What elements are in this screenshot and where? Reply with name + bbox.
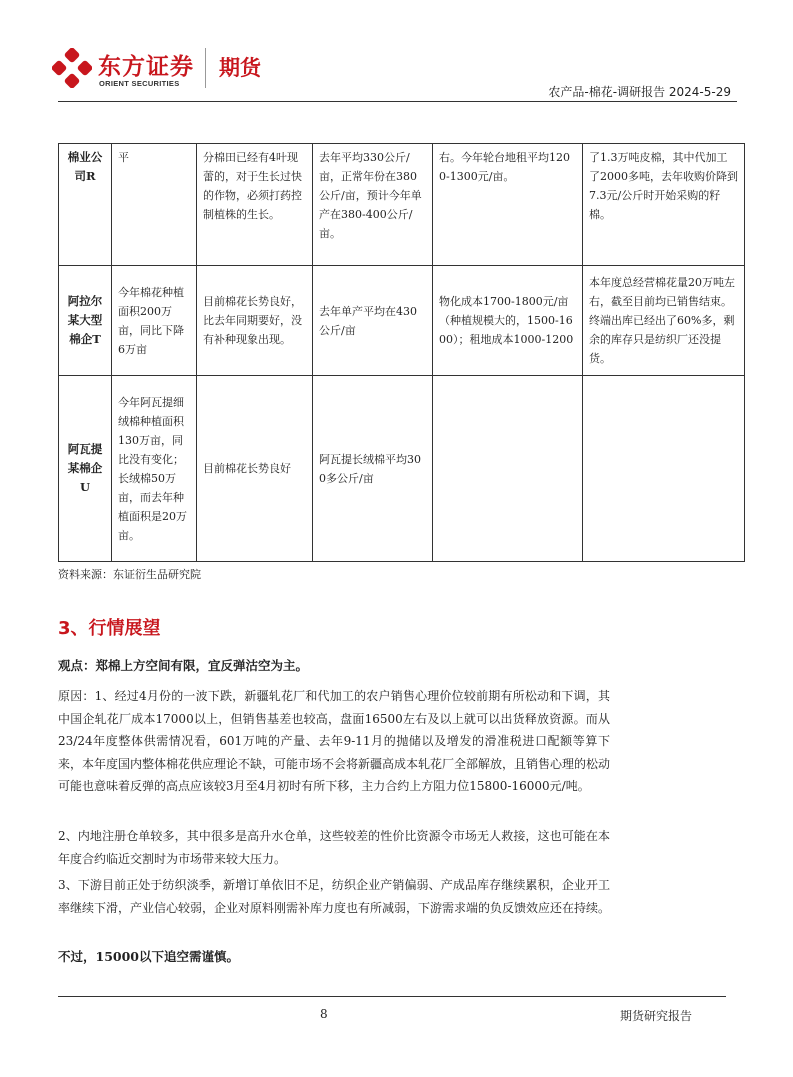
footer-rule [58, 996, 726, 997]
table-row [59, 376, 745, 562]
paragraph-reason-3: 3、下游目前正处于纺织淡季，新增订单依旧不足，纺织企业产销偏弱、产成品库存继续累积，企业开工率继续下滑，产业信心较弱，企业对原料刚需补库力度也有所减弱，下游需求端的负反馈效应还在持续。 [58, 878, 611, 915]
brand-name-cn: 东方证券 [98, 54, 194, 80]
yield-cell: 去年平均330公斤/亩，正常年份在380公斤/亩，预计今年单产在380-400公斤/亩。 [313, 144, 433, 266]
viewpoint: 观点：郑棉上方空间有限，宜反弹沽空为主。 [58, 658, 309, 673]
sales-cell: 本年度总经营棉花量20万吨左右，截至目前均已销售结束。终端出库已经出了60%多，剩余的库存只是纺织厂还没提货。 [583, 266, 745, 376]
growth-cell: 目前棉花长势良好 [197, 376, 313, 562]
footer-label: 期货研究报告 [620, 1009, 693, 1023]
table-row [59, 144, 745, 266]
brand-name-en: ORIENT SECURITIES [99, 79, 180, 88]
yield-cell: 阿瓦提长绒棉平均300多公斤/亩 [313, 376, 433, 562]
cost-cell [433, 376, 583, 562]
conclusion: 不过，15000以下追空需谨慎。 [58, 949, 239, 964]
paragraph-reason-2: 2、内地注册仓单较多，其中很多是高升水仓单，这些较差的性价比资源令市场无人救接，这也可能在本年度合约临近交割时为市场带来较大压力。 [58, 829, 610, 866]
yield-cell: 去年单产平均在430公斤/亩 [313, 266, 433, 376]
area-cell: 今年阿瓦提细绒棉种植面积130万亩，同比没有变化；长绒棉50万亩，而去年种植面积是20万亩。 [112, 376, 197, 562]
growth-cell: 分棉田已经有4叶现蕾的，对于生长过快的作物，必须打药控制植株的生长。 [197, 144, 313, 266]
area-cell: 今年棉花种植面积200万亩，同比下降6万亩 [112, 266, 197, 376]
growth-cell: 目前棉花长势良好，比去年同期要好，没有补种现象出现。 [197, 266, 313, 376]
sales-cell: 了1.3万吨皮棉，其中代加工了2000多吨，去年收购价降到7.3元/公斤时开始采购的籽棉。 [583, 144, 745, 266]
source-note: 资料来源：东证衍生品研究院 [58, 568, 201, 581]
section-title: 3、行情展望 [58, 618, 161, 639]
brand-divider [205, 48, 206, 88]
company-cell: 阿拉尔某大型棉企T [59, 266, 112, 376]
paragraph-reason-1: 原因：1、经过4月份的一波下跌，新疆轧花厂和代加工的农户销售心理价位较前期有所松动和下调，其中国企轧花厂成本17000以上，但销售基差也较高，盘面16500左右及以上就可以出货释放资源。而从23/24年度整体供需情况看，601万吨的产量、去年9-11月的抛储以及增发的滑准税进口配额等算下来，本年度国内整体棉花供应理论不缺，可能市场不会将新疆高成本轧花厂全部解放，且销售心理的松动可能也意味着反弹的高点应该较3月至4月初时有所下移，主力合约上方阻力位15800-16000元/吨。 [58, 689, 611, 793]
sales-cell [583, 376, 745, 562]
research-table [58, 143, 745, 562]
cost-cell: 物化成本1700-1800元/亩（种植规模大的，1500-1600）；租地成本1000-1200 [433, 266, 583, 376]
header-rule [58, 101, 737, 102]
report-tag: 农产品-棉花-调研报告 2024-5-29 [548, 85, 731, 99]
area-cell: 平 [112, 144, 197, 266]
page-number: 8 [320, 1007, 328, 1021]
company-cell: 阿瓦提某棉企U [59, 376, 112, 562]
orient-securities-logo-icon [52, 48, 92, 88]
company-cell: 棉业公司R [59, 144, 112, 266]
cost-cell: 右。今年轮台地租平均1200-1300元/亩。 [433, 144, 583, 266]
brand-division: 期货 [219, 56, 261, 80]
table-row [59, 266, 745, 376]
